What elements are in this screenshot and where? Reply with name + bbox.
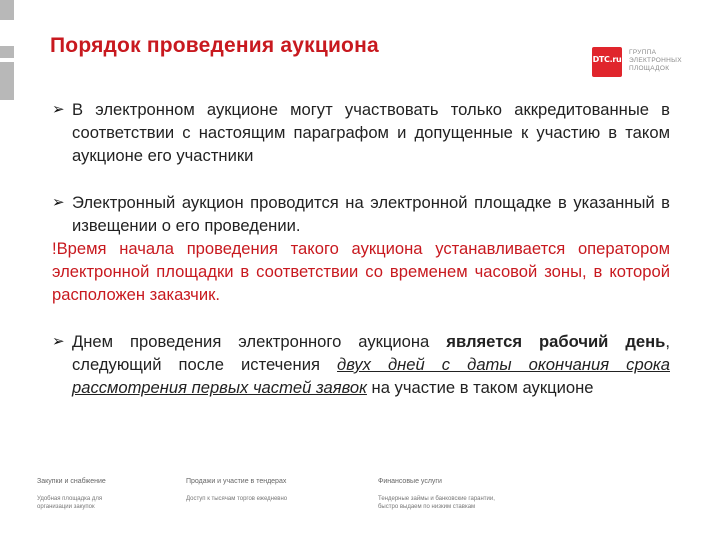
- footer-column: [378, 478, 548, 511]
- emphasis-text: является рабочий день: [446, 332, 666, 351]
- arrow-bullet-icon: ➢: [52, 101, 65, 118]
- logo-mark-text: DTC.ru: [592, 55, 622, 64]
- bullet-item: [52, 330, 670, 399]
- footer-line: Удобная площадка для: [37, 496, 103, 502]
- bullet-item: [52, 191, 670, 306]
- slide-title: Порядок проведения аукциона: [50, 34, 379, 57]
- footer-line: организации закупок: [37, 504, 95, 510]
- footer-heading: Продажи и участие в тендерах: [186, 478, 287, 485]
- footer-column: [37, 478, 207, 511]
- bullet-item: [52, 98, 670, 167]
- footer-line: быстро выдаем по низким ставкам: [378, 504, 476, 510]
- logo-mark: [592, 47, 622, 77]
- footer-heading: Закупки и снабжение: [37, 478, 106, 485]
- company-logo: [592, 47, 692, 77]
- slide-body: [52, 98, 670, 399]
- warning-note: !Время начала проведения такого аукциона устанавливается оператором электронной площадки в соответствии со временем часовой зоны, в которой расположен заказчик.: [52, 239, 670, 304]
- logo-line: ПЛОЩАДОК: [629, 65, 670, 72]
- corner-decoration: [0, 0, 20, 110]
- logo-caption: [629, 49, 682, 73]
- bullet-text: В электронном аукционе могут участвовать только аккредитованные в соответствии с настоящим параграфом и допущенные к участию в таком аукционе его участники: [72, 100, 670, 165]
- logo-line: ГРУППА: [629, 49, 657, 56]
- arrow-bullet-icon: ➢: [52, 194, 65, 211]
- footer-heading: Финансовые услуги: [378, 478, 442, 485]
- footer-column: [186, 478, 356, 503]
- logo-line: ЭЛЕКТРОННЫХ: [629, 57, 682, 64]
- underlined-text: двух дней с даты окончания срока рассмотрения первых частей заявок: [72, 355, 670, 397]
- footer-line: Доступ к тысячам торгов ежедневно: [186, 496, 288, 502]
- bullet-text: Днем проведения электронного аукциона является рабочий день, следующий после истечения двух дней с даты окончания срока рассмотрения первых частей заявок на участие в таком аукционе: [72, 332, 670, 397]
- arrow-bullet-icon: ➢: [52, 333, 65, 350]
- footer-line: Тендерные займы и банковские гарантии,: [378, 496, 495, 502]
- bullet-text: Электронный аукцион проводится на электронной площадке в указанный в извещении о его проведении.: [72, 193, 670, 235]
